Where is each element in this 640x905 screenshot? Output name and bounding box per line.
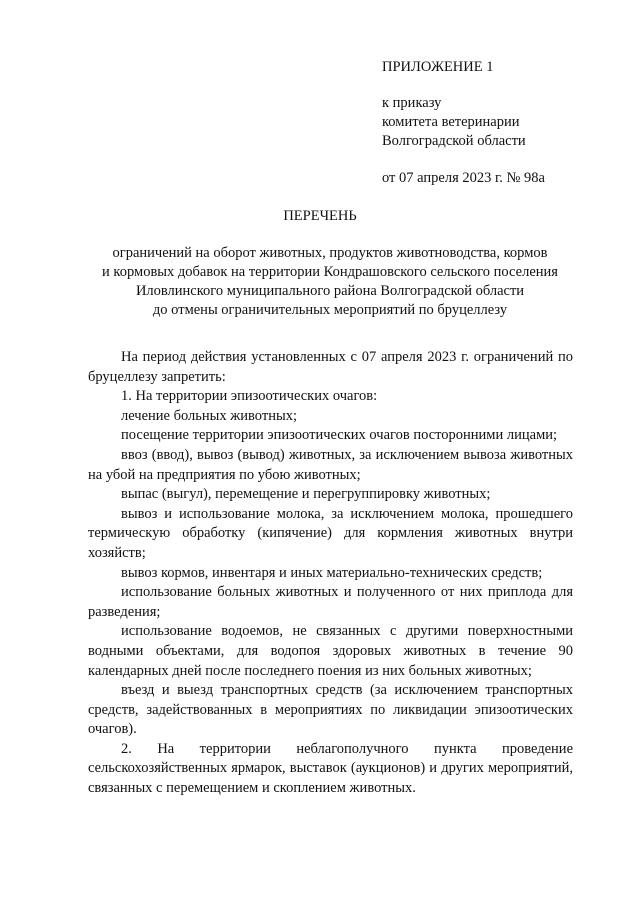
subtitle-line: Иловлинского муниципального района Волгоградской области	[135, 283, 525, 299]
document-title: ПЕРЕЧЕНЬ	[283, 208, 357, 224]
restriction-item: лечение больных животных;	[121, 407, 297, 424]
subtitle-line: ограничений на оборот животных, продуктов животноводства, кормов	[112, 245, 548, 261]
appendix-order-ref: к приказу	[382, 95, 442, 111]
appendix-date-number: от 07 апреля 2023 г. № 98а	[382, 170, 545, 186]
document-subtitle	[60, 244, 600, 320]
appendix-block	[382, 58, 622, 188]
restriction-item: въезд и выезд транспортных средств (за исключением транспортных средств, задействованных в мероприятиях по ликвидации эпизоотических очагов).	[88, 682, 573, 738]
section-1-heading: 1. На территории эпизоотических очагов:	[121, 388, 378, 405]
restriction-item: ввоз (ввод), вывоз (вывод) животных, за исключением вывоза животных на убой на предприятия по убою животных;	[88, 446, 573, 483]
intro-paragraph: На период действия установленных с 07 апреля 2023 г. ограничений по бруцеллезу запретить:	[88, 349, 573, 385]
restriction-item: использование больных животных и полученного от них приплода для разведения;	[88, 584, 573, 620]
subtitle-line: и кормовых добавок на территории Кондрашовского сельского поселения	[102, 264, 558, 280]
restriction-item: вывоз и использование молока, за исключением молока, прошедшего термическую обработку (кипячение) для кормления животных внутри хозяйств;	[88, 505, 573, 561]
subtitle-line: до отмены ограничительных мероприятий по бруцеллезу	[152, 302, 508, 318]
document-body	[88, 348, 573, 799]
restriction-item: выпас (выгул), перемещение и перегруппировку животных;	[121, 486, 491, 503]
restriction-item: посещение территории эпизоотических очагов посторонними лицами;	[121, 427, 558, 444]
appendix-committee-line2: Волгоградской области	[382, 133, 526, 149]
section-2-paragraph: 2. На территории неблагополучного пункта проведение сельскохозяйственных ярмарок, выставок (аукционов) и других мероприятий, связанных с перемещением и скоплением животных.	[88, 740, 573, 797]
appendix-committee-line1: комитета ветеринарии	[382, 114, 520, 130]
restriction-item: использование водоемов, не связанных с другими поверхностными водными объектами, для водопоя здоровых животных в течение 90 календарных дней после последнего поения из них больных животных;	[88, 623, 573, 679]
appendix-label: ПРИЛОЖЕНИЕ 1	[382, 59, 494, 75]
restriction-item: вывоз кормов, инвентаря и иных материально-технических средств;	[121, 564, 543, 581]
